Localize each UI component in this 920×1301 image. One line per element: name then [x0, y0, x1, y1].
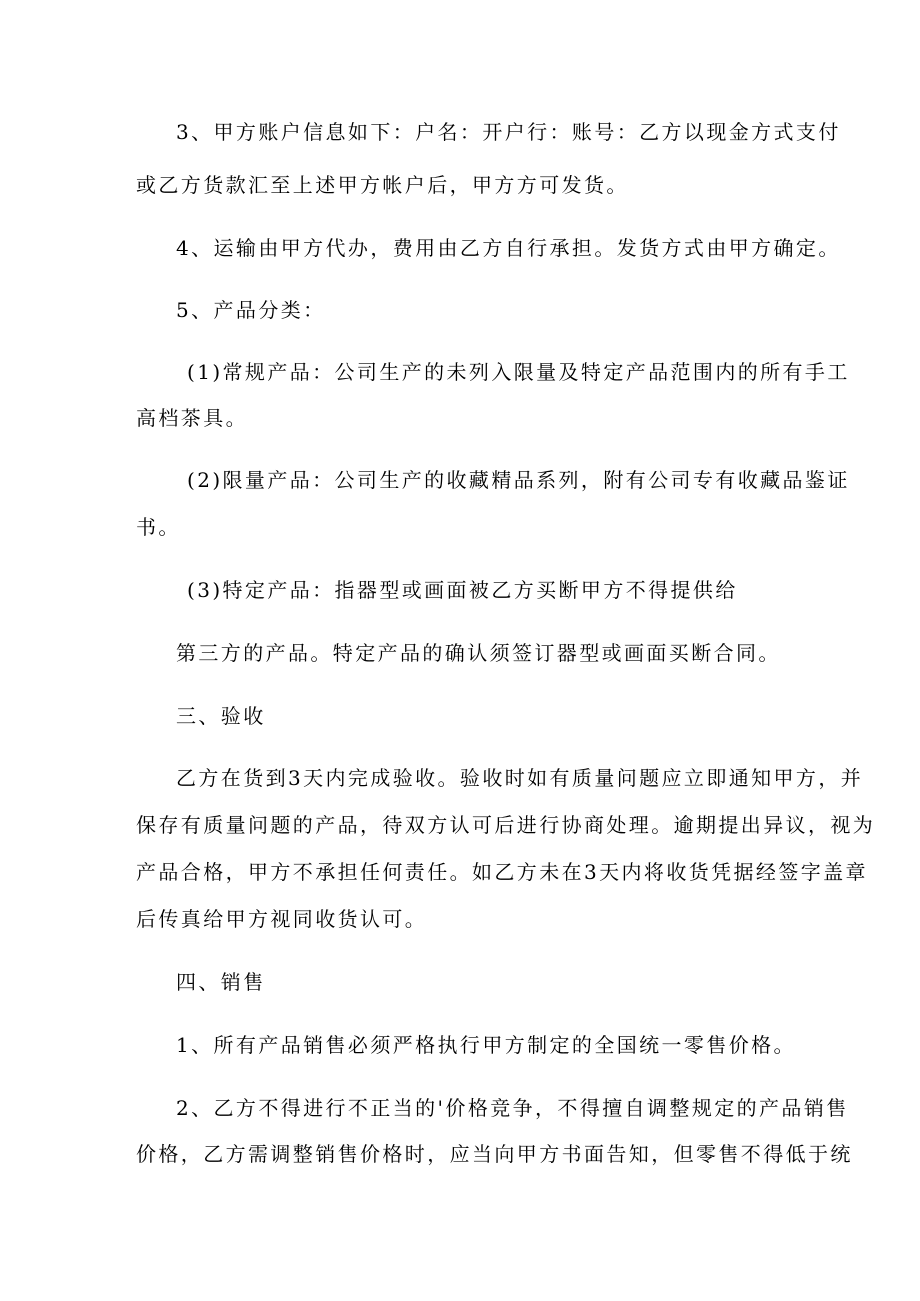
clause-4-transport: 4、运输由甲方代办，费用由乙方自行承担。发货方式由甲方确定。	[176, 236, 841, 260]
category-2-limited-line-1: (2)限量产品：公司生产的收藏精品系列，附有公司专有收藏品鉴证	[187, 468, 850, 492]
sales-clause-2-line-2: 价格，乙方需调整销售价格时，应当向甲方书面告知，但零售不得低于统	[136, 1142, 853, 1166]
clause-3-account-info-line-1: 3、甲方账户信息如下：户名：开户行：账号：乙方以现金方式支付	[176, 120, 841, 144]
acceptance-paragraph-line-2: 保存有质量问题的产品，待双方认可后进行协商处理。逾期提出异议，视为	[136, 813, 876, 837]
acceptance-paragraph-line-4: 后传真给甲方视同收货认可。	[136, 907, 428, 931]
clause-5-product-categories: 5、产品分类：	[176, 298, 326, 322]
category-3-specific-line-1: (3)特定产品：指器型或画面被乙方买断甲方不得提供给	[187, 578, 738, 602]
section-3-heading: 三、验收	[176, 704, 266, 728]
section-4-heading: 四、销售	[176, 970, 266, 994]
category-3-specific-line-2: 第三方的产品。特定产品的确认须签订器型或画面买断合同。	[176, 641, 781, 665]
sales-clause-2-line-1: 2、乙方不得进行不正当的'价格竞争，不得擅自调整规定的产品销售	[176, 1096, 849, 1120]
sales-clause-1: 1、所有产品销售必须严格执行甲方制定的全国统一零售价格。	[176, 1033, 796, 1057]
clause-3-account-info-line-2: 或乙方货款汇至上述甲方帐户后，甲方方可发货。	[136, 173, 629, 197]
acceptance-paragraph-line-1: 乙方在货到3天内完成验收。验收时如有质量问题应立即通知甲方，并	[176, 766, 864, 790]
acceptance-paragraph-line-3: 产品合格，甲方不承担任何责任。如乙方未在3天内将收货凭据经签字盖章	[136, 860, 868, 884]
category-1-regular-line-2: 高档茶具。	[136, 406, 248, 430]
category-2-limited-line-2: 书。	[136, 515, 181, 539]
category-1-regular-line-1: (1)常规产品：公司生产的未列入限量及特定产品范围内的所有手工	[187, 360, 850, 384]
